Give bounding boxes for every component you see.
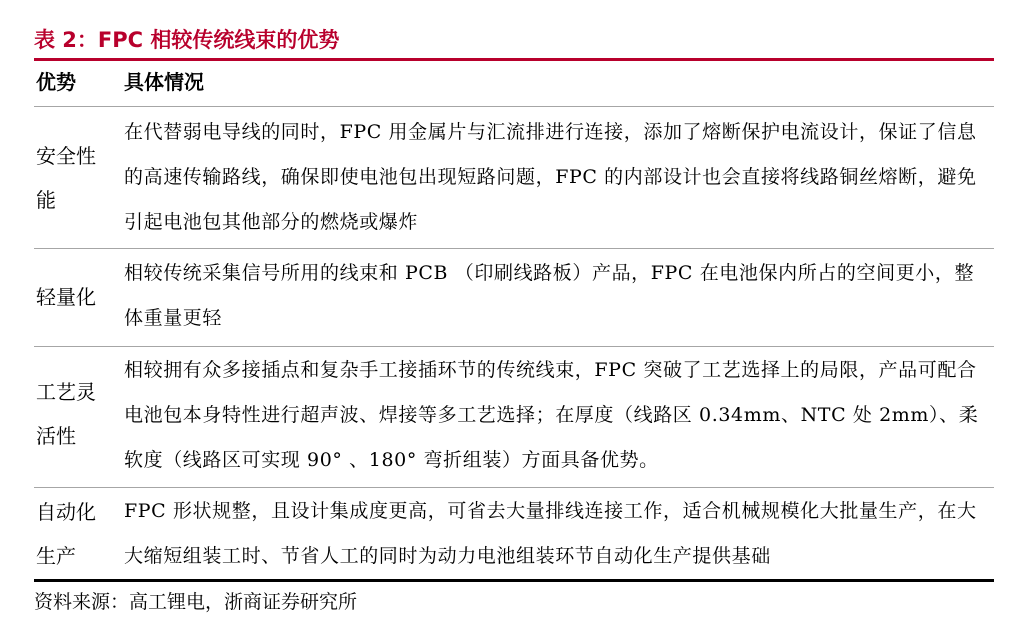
header-detail: 具体情况 bbox=[124, 70, 204, 94]
row-detail-process: 相较拥有众多接插点和复杂手工接插环节的传统线束，FPC 突破了工艺选择上的局限，产品可配合电池包本身特性进行超声波、焊接等多工艺选择；在厚度（线路区 0.34mm、NTC 处 2mm）、柔软度（线路区可实现 90° 、180° 弯折组装）方面具备优势。 bbox=[124, 359, 979, 471]
header-divider bbox=[34, 106, 994, 107]
row-detail-lightweight: 相较传统采集信号所用的线束和 PCB （印刷线路板）产品，FPC 在电池保内所占的空间更小，整体重量更轻 bbox=[124, 262, 975, 329]
row-advantage-safety: 安全性能 bbox=[36, 144, 96, 212]
source-note: 资料来源：高工锂电，浙商证券研究所 bbox=[34, 591, 358, 613]
table-bottom-rule bbox=[34, 579, 994, 582]
row-detail-safety: 在代替弱电导线的同时，FPC 用金属片与汇流排进行连接，添加了熔断保护电流设计，保证了信息的高速传输路线，确保即使电池包出现短路问题，FPC 的内部设计也会直接将线路铜丝熔断，避免引起电池包其他部分的燃烧或爆炸 bbox=[124, 121, 977, 233]
table-title: 表 2：FPC 相较传统线束的优势 bbox=[34, 28, 340, 52]
title-rule bbox=[34, 58, 994, 61]
row-divider bbox=[34, 487, 994, 488]
row-divider bbox=[34, 248, 994, 249]
row-divider bbox=[34, 346, 994, 347]
row-detail-automation: FPC 形状规整，且设计集成度更高，可省去大量排线连接工作，适合机械规模化大批量生产，在大大缩短组装工时、节省人工的同时为动力电池组装环节自动化生产提供基础 bbox=[124, 500, 977, 567]
row-advantage-lightweight: 轻量化 bbox=[36, 285, 96, 309]
header-advantage: 优势 bbox=[36, 70, 76, 94]
row-advantage-process: 工艺灵活性 bbox=[36, 380, 96, 448]
row-advantage-automation: 自动化生产 bbox=[36, 500, 96, 568]
